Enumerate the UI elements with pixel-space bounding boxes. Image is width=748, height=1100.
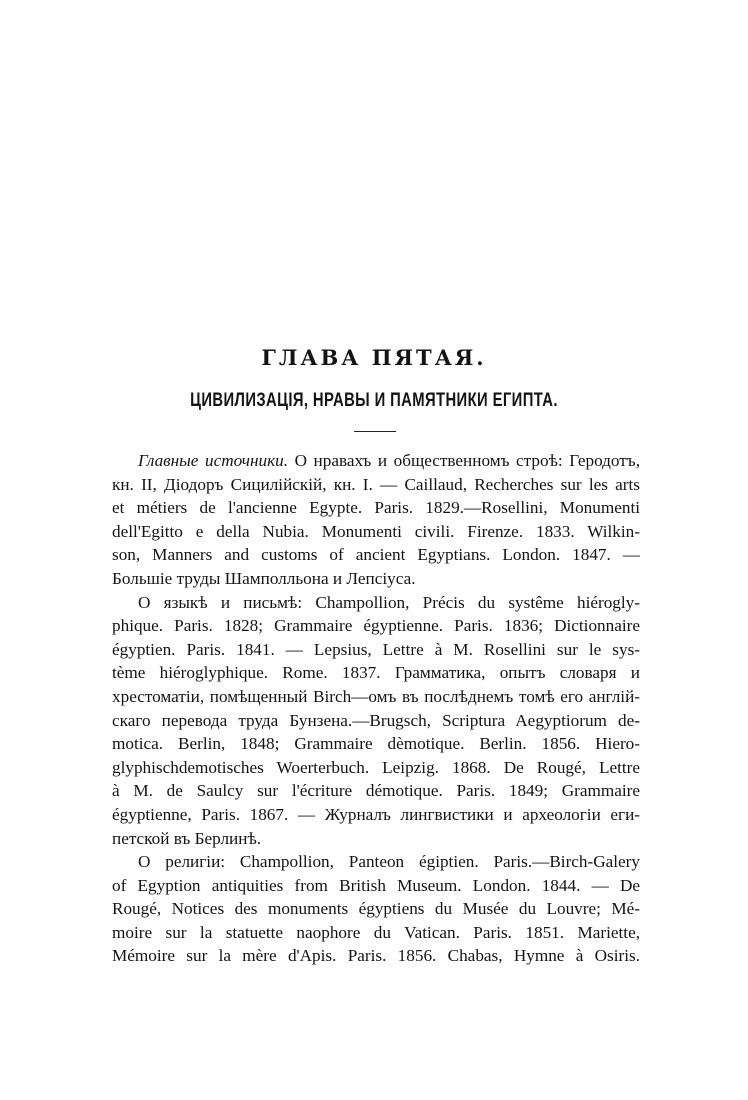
text-line: of Egyption antiquities from British Museum. London. 1844. — De <box>112 875 640 895</box>
text-line-content: О нравахъ и общественномъ строѣ: Геродотъ, <box>288 451 640 470</box>
sources-label: Главные источники. <box>138 451 289 470</box>
chapter-title: ГЛАВА ПЯТАЯ. <box>261 345 487 370</box>
text-line: скаго перевода труда Бунзена.—Brugsch, Scriptura Aegyptiorum de- <box>112 710 640 730</box>
text-line: Mémoire sur la mère d'Apis. Paris. 1856. Chabas, Hymne à Osiris. <box>112 946 640 966</box>
text-line: О языкѣ и письмѣ: Champollion, Précis du systême hiérogly- <box>138 592 640 612</box>
text-line: motica. Berlin, 1848; Grammaire dèmotique. Berlin. 1856. Hiero- <box>112 734 640 754</box>
text-line: phique. Paris. 1828; Grammaire égyptienne. Paris. 1836; Dictionnaire <box>112 616 640 636</box>
title-divider <box>354 431 396 432</box>
text-line: égyptienne, Paris. 1867. — Журналъ лингвистики и археологіи еги- <box>112 804 640 824</box>
text-line: dell'Egitto e della Nubia. Monumenti civili. Firenze. 1833. Wilkin- <box>112 521 640 541</box>
text-line: Большіе труды Шамполльона и Лепсіуса. <box>112 568 416 588</box>
text-line: tème hiéroglyphique. Rome. 1837. Грамматика, опытъ словаря и <box>112 663 640 683</box>
text-line: кн. II, Діодоръ Сицилійскій, кн. I. — Caillaud, Recherches sur les arts <box>112 474 640 494</box>
text-line: О религіи: Champollion, Panteon égiptien. Paris.—Birch-Galery <box>138 852 640 872</box>
text-line: Rougé, Notices des monuments égyptiens du Musée du Louvre; Mé- <box>112 899 640 919</box>
text-line: à M. de Saulcy sur l'écriture démotique. Paris. 1849; Grammaire <box>112 781 640 801</box>
text-line: moire sur la statuette naophore du Vatican. Paris. 1851. Mariette, <box>112 922 640 942</box>
chapter-subtitle: ЦИВИЛИЗАЦІЯ, НРАВЫ И ПАМЯТНИКИ ЕГИПТА. <box>190 390 558 411</box>
text-line: son, Manners and customs of ancient Egyptians. London. 1847. — <box>112 545 640 565</box>
sources-text <box>112 449 640 968</box>
text-line: et métiers de l'ancienne Egypte. Paris. 1829.—Rosellini, Monumenti <box>112 498 640 518</box>
text-line: петской въ Берлинѣ. <box>112 828 262 848</box>
text-line: égyptien. Paris. 1841. — Lepsius, Lettre à M. Rosellini sur le sys- <box>112 639 640 659</box>
text-line: хрестоматіи, помѣщенный Birch—омъ въ послѣднемъ томѣ его англій- <box>112 686 640 706</box>
text-line: glyphischdemotisches Woerterbuch. Leipzig. 1868. De Rougé, Lettre <box>112 757 640 777</box>
text-line <box>112 449 640 473</box>
